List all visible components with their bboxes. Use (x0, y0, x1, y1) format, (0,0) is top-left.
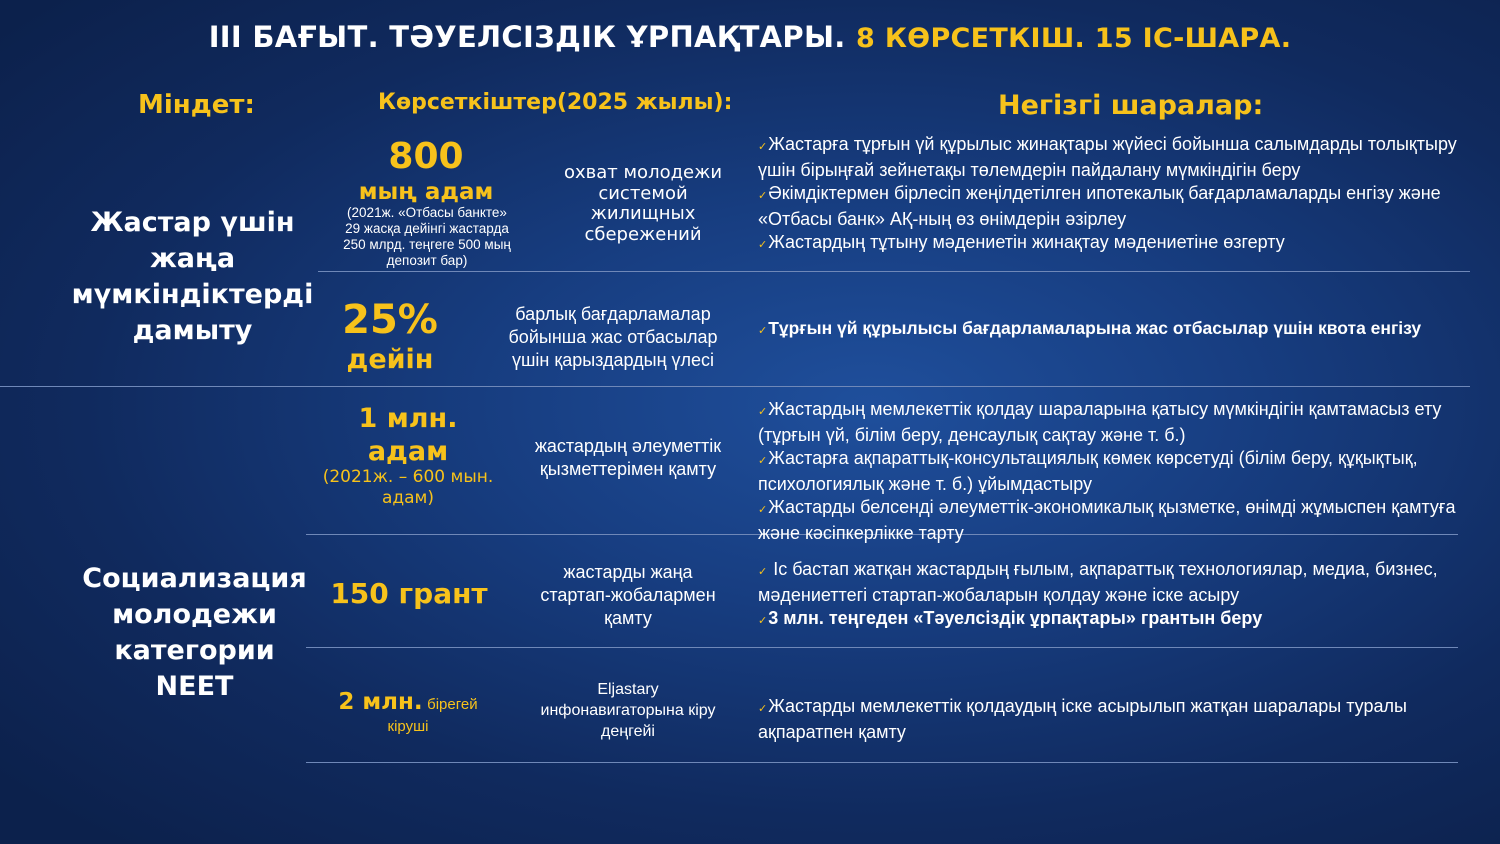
indicator-2-unit: дейін (346, 344, 434, 375)
indicator-5-unit: бірегей (427, 696, 478, 713)
desc-line: жастардың әлеуметтік (534, 436, 722, 456)
measures-1 (758, 133, 1486, 257)
row-divider (306, 647, 1458, 648)
indicator-5-value: 2 млн. (338, 689, 423, 715)
task-1-line: дамыту (132, 315, 253, 346)
indicator-3-value: 1 млн. (358, 403, 458, 434)
measure-text: Жастарға ақпараттық-консультациялық көмек көрсетуді (білім беру, құқықтық, психологиялық және т. б.) ұйымдастыру (758, 448, 1418, 494)
note-line: депозит бар) (386, 253, 468, 268)
row-divider (306, 762, 1458, 763)
check-icon: ✓ (758, 566, 768, 578)
task-2 (72, 561, 317, 705)
indicator-5-desc (524, 679, 732, 742)
section-divider (0, 386, 1470, 387)
indicator-2 (310, 297, 470, 377)
note-line: (2021ж. – 600 мын. (322, 467, 494, 487)
indicator-3-note (314, 467, 502, 509)
task-2-line: Социализация (82, 563, 307, 594)
note-line: (2021ж. «Отбасы банкте» (347, 205, 507, 220)
measure-item (758, 558, 1486, 607)
check-icon: ✓ (758, 239, 768, 251)
measure-text: Жастарға тұрғын үй құрылыс жинақтары жүйесі бойынша салымдарды толықтыру үшін бірыңғай зейнетақы төлемдерін пайдалану мүмкіндігін беру (758, 134, 1457, 180)
indicator-1-note (322, 205, 532, 269)
measure-text: Жастарды белсенді әлеуметтік-экономикалық қызметке, өнімді жұмыспен қамтуға және кәсіпкерлікке тарту (758, 497, 1456, 543)
check-icon: ✓ (758, 325, 768, 337)
measure-item (758, 695, 1486, 744)
page-title (0, 20, 1500, 54)
desc-line: жастарды жаңа (563, 562, 693, 582)
desc-line: инфонавигаторына кіру (540, 702, 716, 719)
measure-item (758, 496, 1486, 545)
indicator-1-unit: мың адам (358, 179, 494, 205)
desc-line: үшін қарыздардың үлесі (511, 350, 715, 370)
measure-item (758, 447, 1486, 496)
measure-text: Іс бастап жатқан жастардың ғылым, ақпараттық технологиялар, медиа, бизнес, мәдениеттегі стартап-жобаларын қолдау және іске асыру (758, 559, 1438, 605)
measures-5 (758, 695, 1486, 744)
indicator-5 (322, 689, 494, 739)
measure-item (758, 133, 1486, 182)
indicator-1-desc (548, 163, 738, 245)
desc-line: барлық бағдарламалар (515, 304, 711, 324)
header-indicators: Көрсеткіштер(2025 жылы): (378, 90, 733, 115)
indicator-3 (318, 402, 498, 468)
measure-item (758, 398, 1486, 447)
desc-line: қызметтерімен қамту (539, 459, 717, 479)
indicator-4-value: 150 грант (330, 577, 488, 610)
check-icon: ✓ (758, 190, 768, 202)
measure-item (758, 317, 1486, 343)
measures-4 (758, 558, 1486, 633)
title-sub: 8 КӨРСЕТКІШ. 15 ІС-ШАРА. (856, 23, 1292, 54)
indicator-4-desc (520, 561, 736, 630)
measure-text: Жастардың мемлекеттік қолдау шараларына қатысу мүмкіндігін қамтамасыз ету (тұрғын үй, білім беру, денсаулық сақтау және т. б.) (758, 399, 1442, 445)
desc-line: қамту (604, 608, 652, 628)
check-icon: ✓ (758, 141, 768, 153)
measure-item (758, 231, 1486, 257)
measures-2 (758, 317, 1486, 343)
desc-line: жилищных (590, 203, 696, 224)
desc-line: сбережений (584, 223, 702, 245)
measure-text: Жастардың тұтыну мәдениетін жинақтау мәдениетіне өзгерту (768, 232, 1285, 252)
check-icon: ✓ (758, 504, 768, 516)
indicator-1-value: 800 (388, 136, 464, 177)
note-line: 250 млрд. теңгеге 500 мың (343, 237, 511, 252)
title-main: III БАҒЫТ. ТӘУЕЛСІЗДІК ҰРПАҚТАРЫ. (208, 20, 846, 54)
measure-text: Жастарды мемлекеттік қолдаудың іске асырылып жатқан шаралары туралы ақпаратпен қамту (758, 696, 1407, 742)
indicator-3-desc (516, 435, 740, 481)
check-icon: ✓ (758, 703, 768, 715)
indicator-5-unit2: кіруші (387, 718, 429, 735)
task-1-line: мүмкіндіктерді (71, 279, 314, 310)
indicator-1 (326, 136, 526, 206)
check-icon: ✓ (758, 615, 768, 627)
indicator-2-value: 25% (342, 297, 438, 343)
desc-line: системой (598, 182, 688, 204)
row-divider (318, 271, 1470, 272)
measure-item (758, 182, 1486, 231)
task-1 (70, 205, 315, 349)
indicator-3-value: адам (367, 436, 449, 467)
measures-3 (758, 398, 1486, 545)
task-2-line: молодежи (112, 599, 277, 630)
desc-line: охват молодежи (563, 162, 723, 183)
header-task: Міндет: (138, 90, 255, 120)
measure-text: 3 млн. теңгеден «Тәуелсіздік ұрпақтары» грантын беру (768, 608, 1263, 628)
note-line: 29 жасқа дейінгі жастарда (345, 221, 509, 236)
task-1-line: жаңа (149, 243, 236, 274)
desc-line: деңгейі (601, 723, 655, 740)
header-measures: Негізгі шаралар: (998, 90, 1264, 121)
check-icon: ✓ (758, 406, 768, 418)
desc-line: бойынша жас отбасылар (508, 327, 718, 347)
desc-line: Eljastary (597, 681, 659, 698)
measure-text: Тұрғын үй құрылысы бағдарламаларына жас отбасылар үшін квота енгізу (768, 318, 1422, 338)
desc-line: стартап-жобалармен (540, 585, 716, 605)
measure-text: Әкімдіктермен бірлесіп жеңілдетілген ипотекалық бағдарламаларды енгізу және «Отбасы банк» АҚ-ның өз өнімдерін әзірлеу (758, 183, 1441, 229)
check-icon: ✓ (758, 455, 768, 467)
note-line: адам) (381, 488, 435, 508)
task-1-line: Жастар үшін (90, 207, 295, 238)
indicator-2-desc (494, 303, 732, 372)
task-2-line: категории NEET (114, 635, 275, 702)
measure-item (758, 607, 1486, 633)
